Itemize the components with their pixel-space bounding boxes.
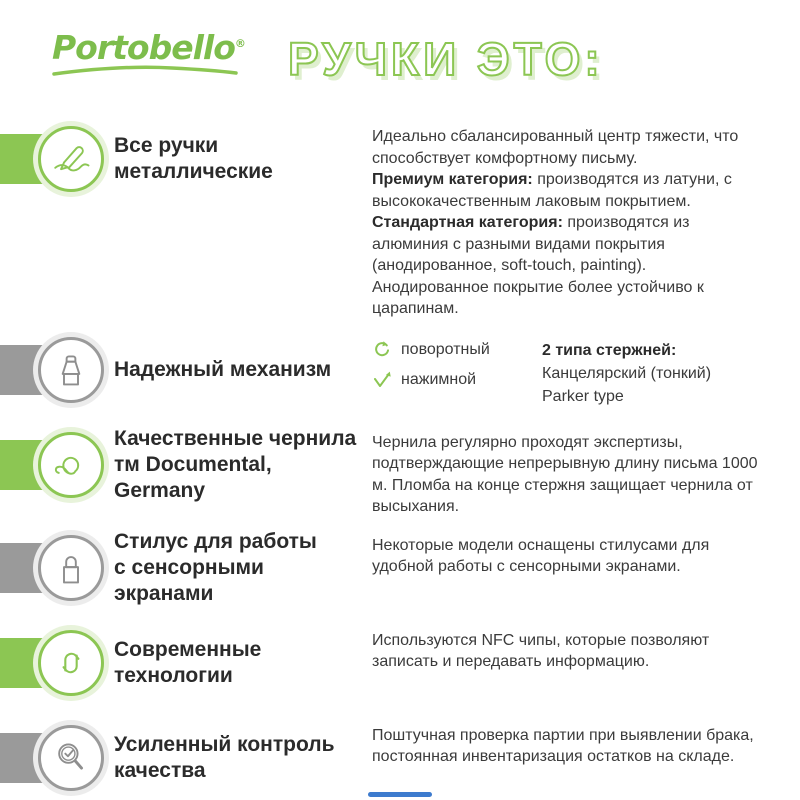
- description-text: Чернила регулярно проходят экспертизы, подтверждающие непрерывную длину письма 1000 м. Пломба на конце стержня защищает чернила от высыхания.: [372, 433, 758, 515]
- heading-line: тм Documental, Germany: [114, 452, 272, 502]
- row-left-stylus: [0, 523, 368, 613]
- feature-row-quality: [0, 713, 800, 800]
- mechanism-types: [372, 339, 508, 408]
- heading-line: Все ручки: [114, 134, 219, 157]
- feature-rows: [0, 114, 800, 800]
- feature-description: [368, 713, 800, 768]
- push-arrow-icon: [372, 370, 392, 390]
- row-left-technology: [0, 618, 368, 708]
- feature-row-stylus: [0, 523, 800, 613]
- row-left-ink: [0, 420, 368, 510]
- magnifier-check-icon: [38, 725, 104, 791]
- heading-line: технологии: [114, 663, 233, 687]
- logo-wordmark: Portobello: [52, 28, 235, 67]
- description-text: Поштучная проверка партии при выявлении брака, постоянная инвентаризация остатков на складе.: [372, 726, 754, 765]
- description-text: Используются NFC чипы, которые позволяют записать и передавать информацию.: [372, 631, 710, 670]
- premium-category-label: Премиум категория:: [372, 171, 533, 188]
- feature-row-metal: [0, 114, 800, 320]
- mechanism-type-item: [372, 369, 508, 391]
- feature-description: [368, 420, 800, 518]
- registered-mark: ®: [234, 37, 246, 50]
- feature-heading: [114, 732, 335, 784]
- feature-heading: [114, 426, 368, 504]
- row-left-quality: [0, 713, 368, 800]
- pen-tip-icon: [38, 337, 104, 403]
- heading-line: Современные: [114, 637, 262, 661]
- stylus-icon: [38, 535, 104, 601]
- refill-type: Parker type: [542, 387, 624, 405]
- page-header: [0, 0, 800, 84]
- row-left-mechanism: [0, 325, 368, 415]
- heading-line: Надежный механизм: [114, 357, 332, 381]
- portobello-logo: [52, 26, 248, 78]
- heading-line: Усиленный контроль: [114, 732, 335, 756]
- feature-row-mechanism: [0, 325, 800, 415]
- feature-heading: [114, 637, 261, 689]
- heading-line: с сенсорными экранами: [114, 555, 264, 605]
- feature-description: [368, 618, 800, 673]
- nfc-icon: [38, 630, 104, 696]
- mechanism-type-label: нажимной: [401, 371, 477, 388]
- standard-category-text: производятся из алюминия с разными видами покрытия (анодированное, soft-touch, painting). Анодированное покрытие более устойчиво к царапинам.: [372, 214, 704, 317]
- page-title: РУЧКИ ЭТО:: [288, 33, 604, 85]
- standard-category-label: Стандартная категория:: [372, 214, 563, 231]
- logo-text: [52, 26, 248, 66]
- mechanism-type-label: поворотный: [401, 340, 490, 358]
- mechanism-details: [368, 325, 800, 408]
- mechanism-type-item: [372, 339, 508, 361]
- pen-writing-icon: [38, 126, 104, 192]
- refill-types-title: 2 типа стержней:: [542, 341, 677, 359]
- heading-line: металлические: [114, 160, 273, 183]
- description-text: Идеально сбалансированный центр тяжести, что способствует комфортному письму.: [372, 128, 739, 167]
- feature-description: [368, 114, 800, 320]
- feature-row-technology: [0, 618, 800, 708]
- feature-heading: [114, 133, 273, 185]
- heading-line: Качественные чернила: [114, 426, 357, 450]
- heading-line: качества: [114, 758, 206, 782]
- feature-heading: [114, 357, 331, 383]
- premium-category-text: производятся из латуни, с высококачественным лаковым покрытием.: [372, 171, 732, 210]
- refill-type: Канцелярский (тонкий): [542, 364, 712, 382]
- refill-types: [542, 339, 711, 408]
- rotate-arrow-icon: [372, 339, 392, 359]
- feature-heading: [114, 529, 368, 607]
- row-left-metal: [0, 114, 368, 204]
- description-text: Некоторые модели оснащены стилусами для удобной работы с сенсорными экранами.: [372, 536, 710, 575]
- bottom-accent-bar: [368, 792, 432, 797]
- heading-line: Стилус для работы: [114, 529, 317, 553]
- feature-description: [368, 523, 800, 578]
- feature-row-ink: [0, 420, 800, 518]
- ink-swirl-icon: [38, 432, 104, 498]
